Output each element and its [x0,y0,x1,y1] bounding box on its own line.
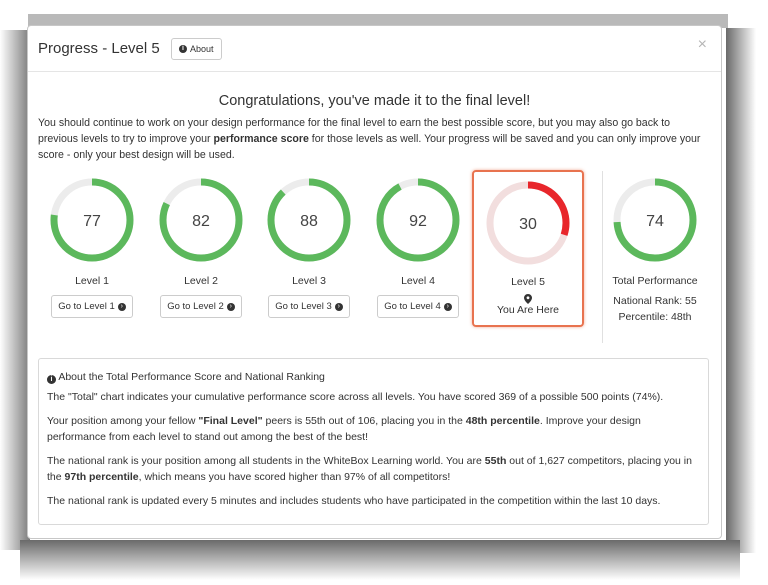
total-performance-gauge [609,177,701,325]
info-icon: i [179,45,187,53]
level-4-gauge [372,177,464,318]
map-marker-icon [524,294,532,304]
intro-text-part: You should continue to work on your design performance for the final level to earn the best possible score, but you may also go back to previous levels to try to improve your [38,117,671,145]
panel-bold: "Final Level" [198,415,263,427]
level-2-gauge [155,177,247,318]
level-4-donut [375,177,461,263]
level-3-donut [266,177,352,263]
backdrop-shadow [20,540,740,580]
you-are-here [482,294,574,316]
arrow-circle-right-icon: › [444,303,452,311]
level-3-score: 88 [300,213,318,230]
level-1-gauge [46,177,138,318]
you-are-here-label: You Are Here [496,304,560,316]
level-3-gauge [263,177,355,318]
panel-bold: 97th percentile [64,471,139,483]
national-rank: National Rank: 55 [613,295,697,307]
level-5-donut [485,180,571,266]
modal-title: Progress - Level 5 [38,40,160,57]
level-1-label: Level 1 [75,275,109,287]
panel-text: , which means you have scored higher than 97% of all competitors! [138,471,451,483]
go-to-level-1-button[interactable] [51,295,133,318]
total-score: 74 [646,213,664,230]
go-to-level-2-button[interactable] [160,295,242,318]
progress-modal [27,25,722,539]
info-panel [38,358,709,525]
current-level-card [472,170,584,327]
go-to-level-2-label: Go to Level 2 [167,301,224,312]
panel-text: out of 1,627 competitors, placing you in the [47,455,692,483]
level-4-score: 92 [409,213,427,230]
level-5-gauge [482,180,574,316]
panel-paragraph-3 [47,453,700,485]
panel-text: The national rank is your position among all students in the WhiteBox Learning world. You are [47,455,485,467]
panel-title [47,369,700,385]
level-1-donut [49,177,135,263]
about-label: About [190,44,214,54]
level-5-label: Level 5 [511,276,545,288]
arrow-circle-right-icon: › [118,303,126,311]
level-4-label: Level 4 [401,275,435,287]
panel-paragraph-4: The national rank is updated every 5 minutes and includes students who have participated in the competition within the last 10 days. [47,495,661,507]
intro-text [38,115,710,163]
panel-text: . Improve your design performance from each level to stand out among the best of the best! [47,415,641,443]
divider [602,171,603,343]
go-to-level-4-label: Go to Level 4 [384,301,441,312]
panel-text: peers is 55th out of 106, placing you in the [262,415,466,427]
level-2-donut [158,177,244,263]
total-performance-label: Total Performance [612,275,698,287]
modal-header [28,26,721,72]
panel-bold: 48th percentile [465,415,540,427]
intro-text-bold: performance score [213,133,309,145]
arrow-circle-right-icon: › [227,303,235,311]
congrats-heading: Congratulations, you've made it to the final level! [218,93,531,109]
level-2-label: Level 2 [184,275,218,287]
level-2-score: 82 [192,213,210,230]
go-to-level-3-label: Go to Level 3 [275,301,332,312]
panel-paragraph-1: The "Total" chart indicates your cumulative performance score across all levels. You have scored 369 of a possible 500 points (74%). [47,391,664,403]
backdrop-shadow [0,30,30,550]
close-icon[interactable]: × [697,36,707,53]
percentile: Percentile: 48th [618,311,692,323]
arrow-circle-right-icon: › [335,303,343,311]
go-to-level-4-button[interactable] [377,295,459,318]
intro-text-part: for those levels as well. Your progress will be saved and you can only improve your score - only your best design will be used. [38,133,701,161]
panel-paragraph-2 [47,413,700,445]
level-3-label: Level 3 [292,275,326,287]
level-5-score: 30 [519,216,537,233]
panel-title-text: About the Total Performance Score and National Ranking [58,371,325,383]
about-button[interactable] [171,38,222,60]
panel-text: Your position among your fellow [47,415,199,427]
level-1-score: 77 [83,213,101,230]
panel-bold: 55th [484,455,507,467]
go-to-level-3-button[interactable] [268,295,350,318]
info-circle-icon: i [47,375,56,384]
total-donut [612,177,698,263]
go-to-level-1-label: Go to Level 1 [58,301,115,312]
backdrop-shadow [726,28,756,553]
